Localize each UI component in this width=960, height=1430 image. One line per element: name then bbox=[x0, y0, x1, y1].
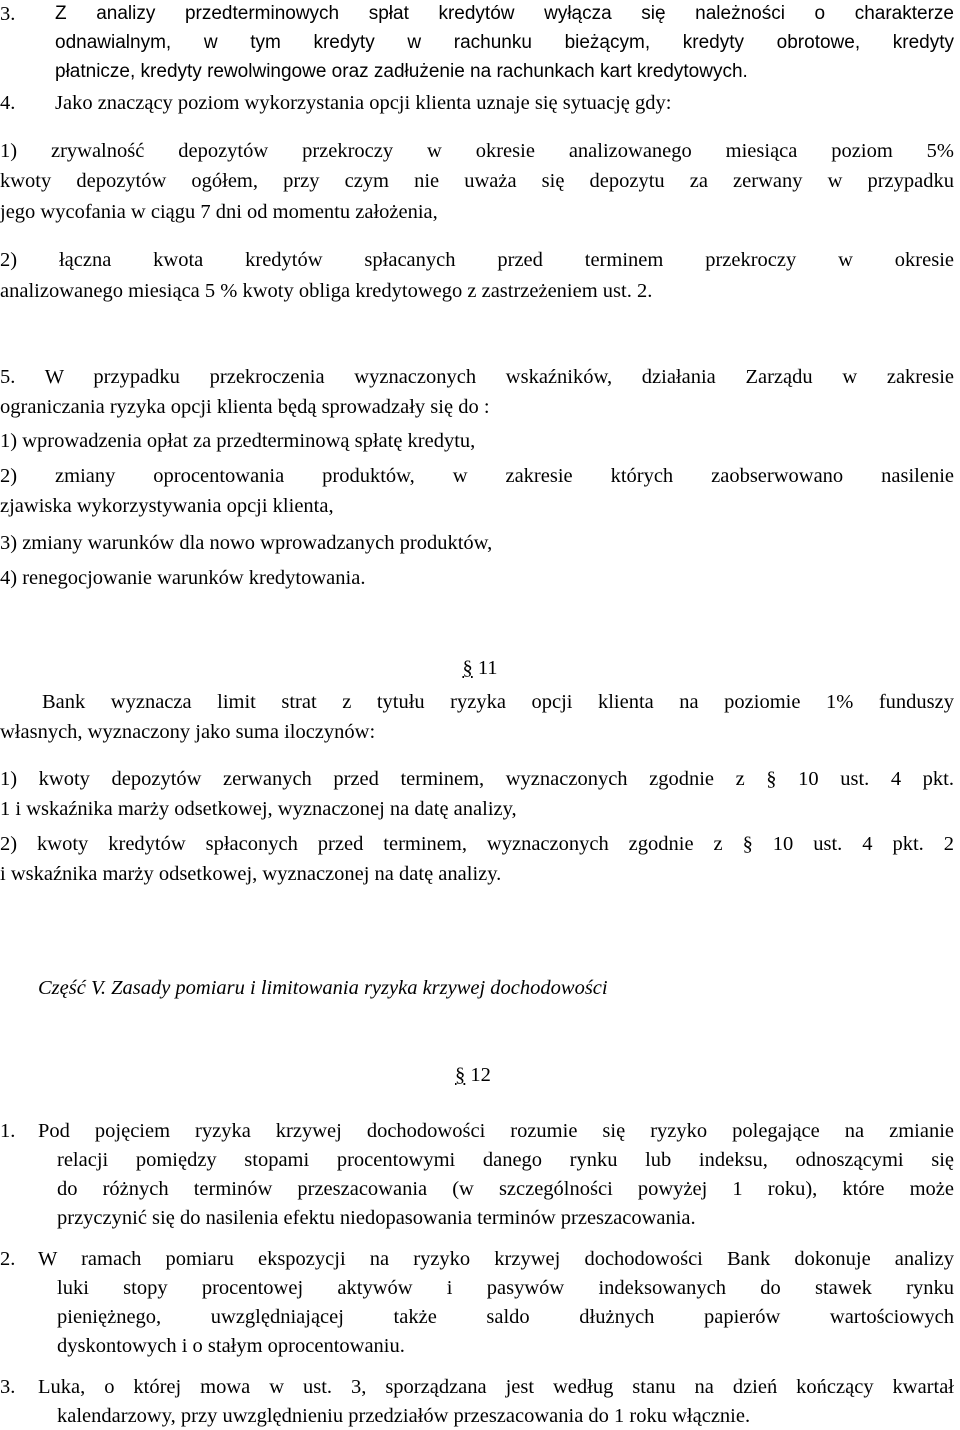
text-line: jego wycofania w ciągu 7 dni od momentu założenia, bbox=[0, 201, 438, 223]
text-line: własnych, wyznaczony jako suma iloczynów: bbox=[0, 721, 376, 743]
list-item: 1) wprowadzenia opłat za przedterminową spłatę kredytu, bbox=[0, 430, 476, 452]
text-line: 2) łączna kwota kredytów spłacanych przed terminem przekroczy w okresie bbox=[0, 249, 954, 271]
text-line: kwoty depozytów ogółem, przy czym nie uważa się depozytu za zerwany w przypadku bbox=[0, 170, 954, 192]
text-line: ograniczania ryzyka opcji klienta będą sprowadzały się do : bbox=[0, 396, 490, 418]
section-mark: § bbox=[455, 1064, 466, 1086]
section-heading bbox=[455, 1062, 491, 1088]
list-item: 2) zmiany oprocentowania produktów, w zakresie których zaobserwowano nasilenie bbox=[0, 465, 954, 487]
text-line: Z analizy przedterminowych spłat kredytów wyłącza się należności o charakterze bbox=[55, 3, 954, 24]
paragraph-number: 1. bbox=[0, 1120, 16, 1142]
text-line: płatnicze, kredyty rewolwingowe oraz zadłużenie na rachunkach kart kredytowych. bbox=[55, 61, 748, 82]
text-line: W ramach pomiaru ekspozycji na ryzyko krzywej dochodowości Bank dokonuje analizy bbox=[38, 1248, 954, 1270]
text-line: przyczynić się do nasilenia efektu niedopasowania terminów przeszacowania. bbox=[57, 1207, 696, 1229]
text-line: Jako znaczący poziom wykorzystania opcji klienta uznaje się sytuację gdy: bbox=[55, 92, 672, 114]
section-mark: § bbox=[462, 657, 473, 679]
section-number: 11 bbox=[477, 657, 498, 679]
text-line: luki stopy procentowej aktywów i pasywów indeksowanych do stawek rynku bbox=[57, 1277, 954, 1299]
text-line: 1) kwoty depozytów zerwanych przed terminem, wyznaczonych zgodnie z § 10 ust. 4 pkt. bbox=[0, 768, 954, 790]
text-line: 5. W przypadku przekroczenia wyznaczonych wskaźników, działania Zarządu w zakresie bbox=[0, 366, 954, 388]
paragraph-number: 3. bbox=[0, 1376, 16, 1398]
text-line: Bank wyznacza limit strat z tytułu ryzyka opcji klienta na poziomie 1% funduszy bbox=[42, 691, 954, 713]
text-line: dyskontowych i o stałym oprocentowaniu. bbox=[57, 1335, 405, 1357]
text-line: pieniężnego, uwzględniającej także saldo dłużnych papierów wartościowych bbox=[57, 1306, 954, 1328]
section-number: 12 bbox=[470, 1064, 491, 1086]
text-line: do różnych terminów przeszacowania (w szczególności powyżej 1 roku), które może bbox=[57, 1178, 954, 1200]
paragraph-number: 2. bbox=[0, 1248, 16, 1270]
text-line: 1) zrywalność depozytów przekroczy w okresie analizowanego miesiąca poziom 5% bbox=[0, 140, 954, 162]
text-line: i wskaźnika marży odsetkowej, wyznaczonej na datę analizy. bbox=[0, 863, 502, 885]
text-line: analizowanego miesiąca 5 % kwoty obliga kredytowego z zastrzeżeniem ust. 2. bbox=[0, 280, 653, 302]
section-heading bbox=[0, 655, 960, 681]
text-line: odnawialnym, w tym kredyty w rachunku bieżącym, kredyty obrotowe, kredyty bbox=[55, 32, 954, 53]
part-heading: Część V. Zasady pomiaru i limitowania ryzyka krzywej dochodowości bbox=[38, 977, 608, 999]
list-item: 4) renegocjowanie warunków kredytowania. bbox=[0, 567, 366, 589]
list-item: 3) zmiany warunków dla nowo wprowadzanych produktów, bbox=[0, 532, 493, 554]
paragraph-number: 4. bbox=[0, 92, 16, 114]
list-item: zjawiska wykorzystywania opcji klienta, bbox=[0, 495, 334, 517]
text-line: 2) kwoty kredytów spłaconych przed terminem, wyznaczonych zgodnie z § 10 ust. 4 pkt. 2 bbox=[0, 833, 954, 855]
text-line: Luka, o której mowa w ust. 3, sporządzana jest według stanu na dzień kończący kwartał bbox=[38, 1376, 954, 1398]
text-line: relacji pomiędzy stopami procentowymi danego rynku lub indeksu, odnoszącymi się bbox=[57, 1149, 954, 1171]
text-line: 1 i wskaźnika marży odsetkowej, wyznaczonej na datę analizy, bbox=[0, 798, 517, 820]
text-line: kalendarzowy, przy uwzględnieniu przedziałów przeszacowania do 1 roku włącznie. bbox=[57, 1405, 751, 1427]
text-line: Pod pojęciem ryzyka krzywej dochodowości rozumie się ryzyko polegające na zmianie bbox=[38, 1120, 954, 1142]
paragraph-number: 3. bbox=[0, 3, 16, 25]
